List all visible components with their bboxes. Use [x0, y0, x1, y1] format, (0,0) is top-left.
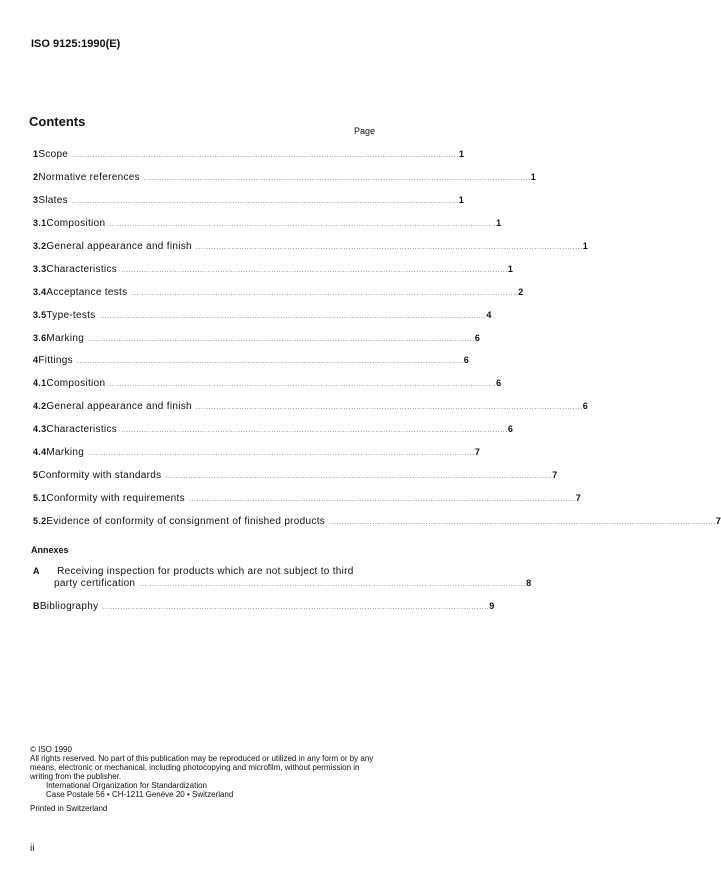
leader-dots: ........................................................................................................................................................ [71, 198, 459, 205]
toc-entry[interactable] [33, 172, 537, 186]
toc-entry-page: 2 [518, 287, 524, 297]
toc-entry[interactable] [33, 241, 589, 255]
copyright-line: © ISO 1990 [30, 745, 72, 754]
printed-in: Printed in Switzerland [30, 804, 108, 813]
annex-title-continued: party certification [54, 578, 136, 589]
copyright-notice [30, 745, 380, 813]
toc-entry-page: 6 [582, 401, 589, 411]
toc-entry-number: 4.2 [33, 401, 47, 411]
toc-entry[interactable] [33, 424, 514, 438]
toc-entry-page: 7 [715, 516, 721, 526]
toc-entry-page: 1 [582, 241, 589, 251]
toc-entry-page: 7 [575, 493, 581, 503]
toc-entry[interactable] [33, 516, 721, 530]
toc-entry-number: 4.1 [33, 378, 47, 388]
toc-entry-title: General appearance and finish [46, 241, 192, 252]
toc-entry[interactable] [33, 310, 492, 324]
annex-letter: A [33, 566, 40, 576]
toc-entry[interactable] [33, 378, 502, 392]
toc-entry-number: 3.1 [33, 218, 47, 228]
toc-entry-number: 5.2 [33, 516, 47, 526]
leader-dots: ........................................................................................................................................................ [329, 519, 716, 526]
toc-entry-page: 7 [552, 470, 558, 480]
annex-page: 9 [489, 601, 495, 611]
toc-entry-title: Type-tests [46, 310, 96, 321]
annex-title: Receiving inspection for products which are not subject to third [57, 566, 354, 577]
toc-entry-title: Fittings [38, 355, 73, 366]
contents-heading: Contents [29, 114, 86, 129]
toc-entry-page: 1 [507, 264, 514, 274]
toc-entry-number: 5 [33, 470, 39, 480]
toc-entry[interactable] [33, 493, 581, 507]
toc-entry-page: 4 [486, 310, 492, 320]
toc-entry-title: Marking [46, 447, 85, 458]
toc-entry[interactable] [33, 333, 481, 347]
leader-dots: ........................................................................................................................................................ [195, 244, 583, 251]
document-reference: ISO 9125:1990(E) [31, 38, 121, 50]
leader-dots: ........................................................................................................................................................ [102, 604, 490, 611]
toc-entry-number: 3.3 [33, 264, 47, 274]
toc-entry-title: Conformity with standards [38, 470, 162, 481]
toc-entry[interactable] [33, 195, 465, 209]
leader-dots: ........................................................................................................................................................ [109, 221, 497, 228]
toc-entry-title: Acceptance tests [46, 287, 128, 298]
annex-title: Bibliography [39, 601, 99, 612]
leader-dots: ........................................................................................................................................................ [99, 313, 487, 320]
toc-entry-number: 3.4 [33, 287, 47, 297]
leader-dots: ........................................................................................................................................................ [88, 450, 475, 457]
toc-entry-number: 1 [33, 149, 39, 159]
toc-entry-title: General appearance and finish [46, 401, 192, 412]
toc-entry-title: Characteristics [46, 264, 118, 275]
toc-entry-number: 4.3 [33, 424, 47, 434]
toc-entry[interactable] [33, 149, 465, 163]
toc-entry-title: Marking [46, 333, 85, 344]
toc-entry-page: 1 [530, 172, 537, 182]
toc-entry-title: Evidence of conformity of consignment of finished products [46, 516, 326, 527]
leader-dots: ........................................................................................................................................................ [76, 358, 464, 365]
leader-dots: ........................................................................................................................................................ [139, 581, 527, 588]
leader-dots: ........................................................................................................................................................ [195, 404, 583, 411]
leader-dots: ........................................................................................................................................................ [165, 473, 553, 480]
toc-entry-title: Composition [46, 218, 106, 229]
toc-entry[interactable] [33, 287, 524, 301]
toc-entry-number: 3.5 [33, 310, 47, 320]
toc-entry-title: Composition [46, 378, 106, 389]
annex-entry[interactable] [33, 566, 354, 577]
toc-entry-number: 5.1 [33, 493, 47, 503]
toc-entry-page: 1 [496, 218, 502, 228]
toc-entry-number: 2 [33, 172, 39, 182]
toc-entry-number: 4.4 [33, 447, 47, 457]
toc-entry-title: Conformity with requirements [46, 493, 185, 504]
organization-name: International Organization for Standardization [46, 781, 207, 790]
leader-dots: ........................................................................................................................................................ [188, 496, 576, 503]
leader-dots: ........................................................................................................................................................ [121, 267, 508, 274]
leader-dots: ........................................................................................................................................................ [143, 175, 531, 182]
toc-entry-page: 6 [496, 378, 502, 388]
annex-entry-continuation[interactable] [54, 578, 532, 592]
toc-entry-page: 1 [458, 195, 465, 205]
leader-dots: ........................................................................................................................................................ [88, 336, 475, 343]
annex-page: 8 [526, 578, 532, 588]
toc-entry[interactable] [33, 401, 589, 415]
leader-dots: ........................................................................................................................................................ [131, 290, 519, 297]
leader-dots: ........................................................................................................................................................ [72, 152, 459, 159]
toc-entry-page: 6 [507, 424, 514, 434]
page-column-label: Page [354, 126, 376, 136]
rights-statement: All rights reserved. No part of this publication may be reproduced or utilized in any form or by any means, electronic or mechanical, including photocopying and microfilm, without permission in writing from the publisher. [30, 754, 374, 781]
toc-entry-number: 4 [33, 355, 39, 365]
toc-entry[interactable] [33, 447, 481, 461]
organization-address: Case Postale 56 • CH-1211 Genève 20 • Switzerland [46, 790, 234, 799]
annexes-heading: Annexes [31, 545, 69, 555]
toc-entry-title: Scope [38, 149, 69, 160]
leader-dots: ........................................................................................................................................................ [109, 381, 497, 388]
annex-entry[interactable] [33, 601, 495, 615]
toc-entry-page: 1 [458, 149, 465, 159]
leader-dots: ........................................................................................................................................................ [121, 427, 508, 434]
toc-entry[interactable] [33, 264, 514, 278]
toc-entry-title: Slates [38, 195, 68, 206]
toc-entry-number: 3 [33, 195, 39, 205]
toc-entry-page: 6 [463, 355, 470, 365]
toc-entry[interactable] [33, 355, 470, 369]
toc-entry-page: 6 [474, 333, 481, 343]
annex-letter: B [33, 601, 40, 611]
toc-entry-number: 3.6 [33, 333, 47, 343]
toc-entry-number: 3.2 [33, 241, 47, 251]
toc-entry-title: Characteristics [46, 424, 118, 435]
toc-entry[interactable] [33, 218, 502, 232]
toc-entry-title: Normative references [38, 172, 140, 183]
toc-entry[interactable] [33, 470, 558, 484]
toc-entry-page: 7 [474, 447, 481, 457]
page-number: ii [30, 843, 35, 854]
